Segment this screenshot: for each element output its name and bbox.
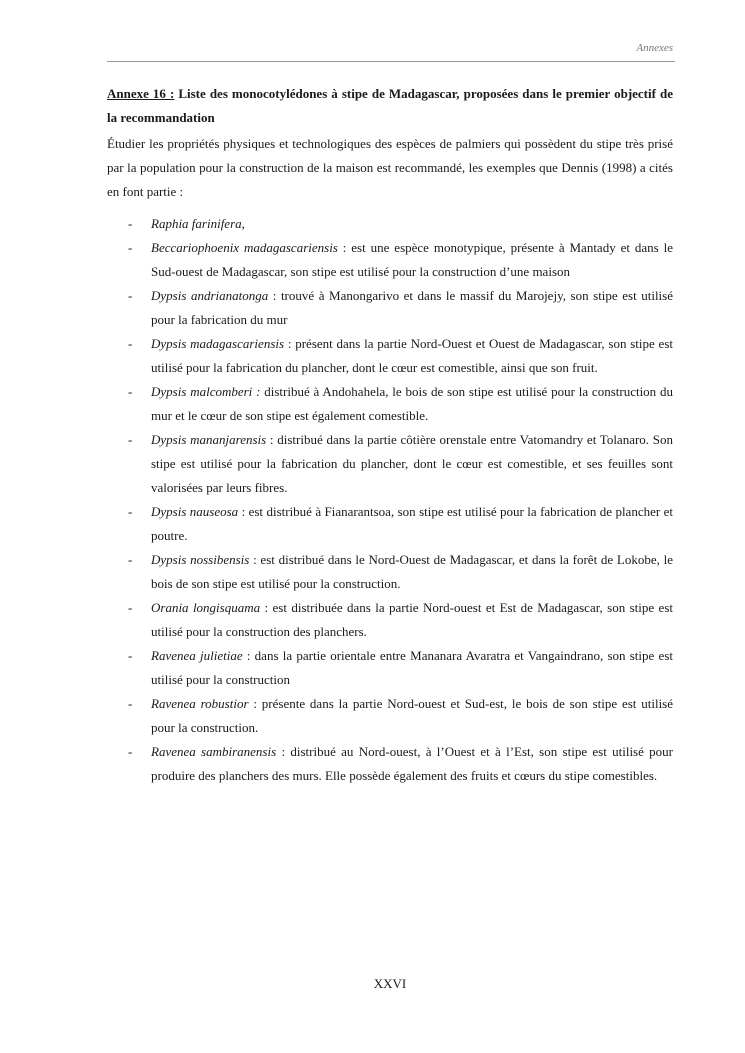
bullet-dash: - (128, 600, 133, 615)
species-description: : trouvé à Manongarivo et dans le massif du Marojejy, son stipe est utilisé pour la fabrication du mur (151, 288, 674, 327)
species-description: : présent dans la partie Nord-Ouest et Ouest de Madagascar, son stipe est utilisé pour la fabrication du plancher, dont le cœur est comestible, ainsi que son fruit. (151, 336, 673, 375)
running-header: Annexes (636, 42, 673, 54)
list-item (107, 740, 673, 788)
page-content (107, 82, 673, 788)
species-description: , (241, 216, 245, 231)
list-item (107, 284, 673, 332)
species-name: Dypsis nossibensis (151, 552, 250, 567)
species-description: : distribué dans la partie côtière orenstale entre Vatomandry et Tolanaro. Son stipe est utilisé pour la fabrication du plancher, dont le cœur est comestible, et ses feuilles sont valorisées par leurs fibres. (151, 432, 674, 495)
species-description: distribué à Andohahela, le bois de son stipe est utilisé pour la construction du mur et le cœur de son stipe est également comestible. (151, 384, 673, 423)
species-name: Ravenea robustior (151, 696, 249, 711)
bullet-dash: - (128, 432, 133, 447)
bullet-dash: - (128, 336, 133, 351)
bullet-dash: - (128, 288, 133, 303)
species-name: Dypsis andrianatonga (151, 288, 269, 303)
list-item (107, 692, 673, 740)
annex-label: Annexe 16 : (107, 86, 175, 101)
annex-title-text: Liste des monocotylédones à stipe de Madagascar, proposées dans le premier objectif de la recommandation (107, 86, 673, 125)
species-description: : est distribué à Fianarantsoa, son stipe est utilisé pour la fabrication de plancher et poutre. (151, 504, 673, 543)
species-name: Orania longisquama (151, 600, 261, 615)
species-name: Dypsis nauseosa (151, 504, 239, 519)
list-item (107, 332, 673, 380)
bullet-dash: - (128, 240, 133, 255)
bullet-dash: - (128, 648, 133, 663)
list-item (107, 596, 673, 644)
bullet-dash: - (128, 744, 133, 759)
intro-paragraph: Étudier les propriétés physiques et technologiques des espèces de palmiers qui possèdent du stipe très prisé par la population pour la construction de la maison est recommandé, les exemples que Dennis (1998) a cités en font partie : (107, 136, 673, 199)
species-description: : est une espèce monotypique, présente à Mantady et dans le Sud-ouest de Madagascar, son stipe est utilisé pour la construction d’une maison (151, 240, 674, 279)
species-name: Ravenea julietiae (151, 648, 243, 663)
bullet-dash: - (128, 384, 133, 399)
bullet-dash: - (128, 504, 133, 519)
bullet-dash: - (128, 696, 133, 711)
list-item (107, 548, 673, 596)
species-name: Dypsis madagascariensis (151, 336, 285, 351)
list-item (107, 236, 673, 284)
species-list (107, 212, 673, 788)
species-description: : distribué au Nord-ouest, à l’Ouest et à l’Est, son stipe est utilisé pour produire des planchers des murs. Elle possède également des fruits et cœurs du stipe comestibles. (151, 744, 674, 783)
list-item (107, 500, 673, 548)
annex-title (107, 82, 673, 130)
species-description: : dans la partie orientale entre Mananara Avaratra et Vangaindrano, son stipe est utilisé pour la construction (151, 648, 673, 687)
list-item (107, 428, 673, 500)
species-description: : présente dans la partie Nord-ouest et Sud-est, le bois de son stipe est utilisé pour la construction. (151, 696, 674, 735)
page-number: XXVI (373, 976, 407, 991)
species-name: Ravenea sambiranensis (151, 744, 277, 759)
species-name: Dypsis malcomberi : (151, 384, 261, 399)
species-description: : est distribué dans le Nord-Ouest de Madagascar, et dans la forêt de Lokobe, le bois de son stipe est utilisé pour la construction. (151, 552, 673, 591)
bullet-dash: - (128, 216, 133, 231)
species-name: Dypsis mananjarensis (151, 432, 267, 447)
bullet-dash: - (128, 552, 133, 567)
list-item (107, 380, 673, 428)
species-description: : est distribuée dans la partie Nord-ouest et Est de Madagascar, son stipe est utilisé pour la construction des planchers. (151, 600, 674, 639)
species-name: Raphia farinifera (151, 216, 242, 231)
list-item (107, 644, 673, 692)
species-name: Beccariophoenix madagascariensis (151, 240, 338, 255)
list-item (107, 212, 673, 236)
header-rule (107, 61, 675, 62)
